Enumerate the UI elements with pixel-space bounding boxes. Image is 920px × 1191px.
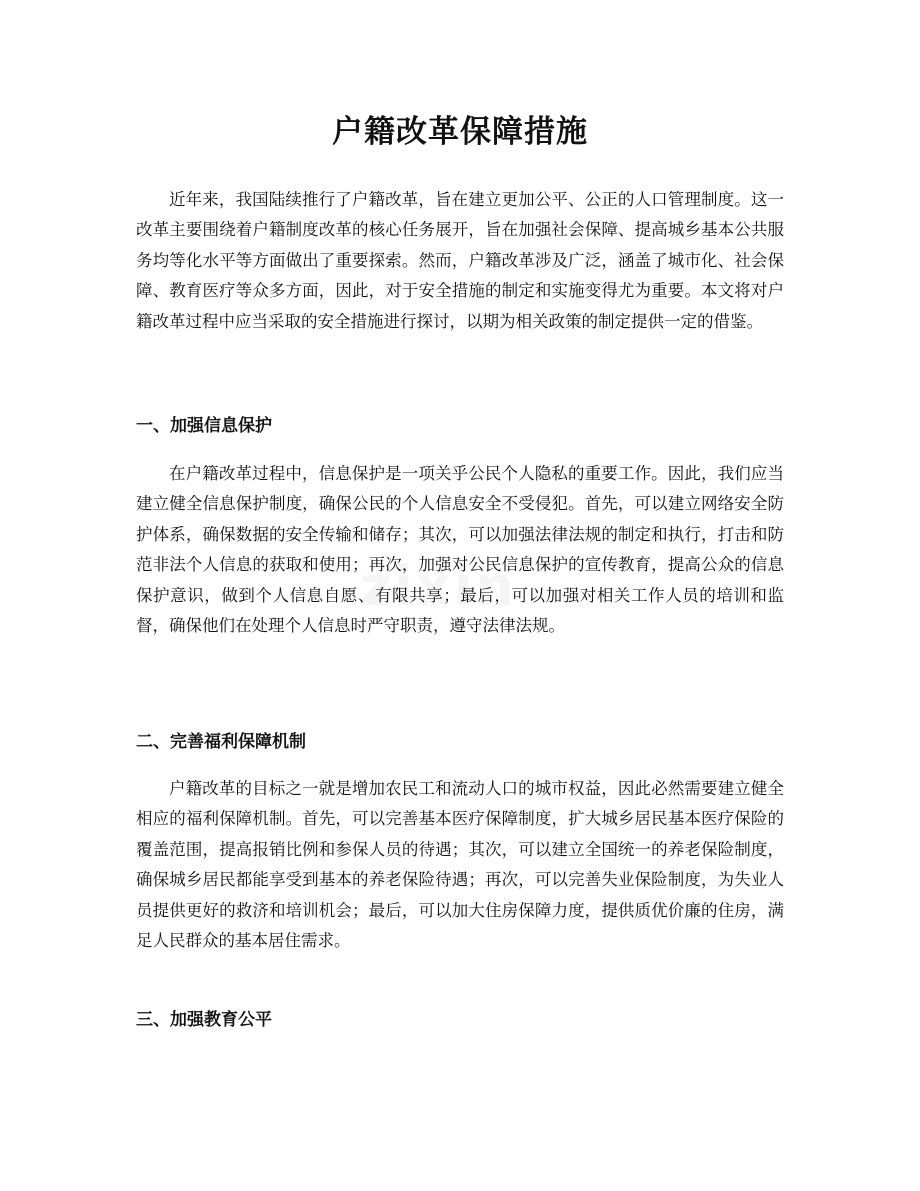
document-title: 户籍改革保障措施	[332, 114, 588, 150]
section-body-welfare: 户籍改革的目标之一就是增加农民工和流动人口的城市权益，因此必然需要建立健全相应的福利保障机制。首先，可以完善基本医疗保障制度，扩大城乡居民基本医疗保险的覆盖范围，提高报销比例和参保人员的待遇；其次，可以建立全国统一的养老保险制度，确保城乡居民都能享受到基本的养老保险待遇；再次，可以完善失业保险制度，为失业人员提供更好的救济和培训机会；最后，可以加大住房保障力度，提供质优价廉的住房，满足人民群众的基本居住需求。	[136, 779, 784, 951]
section-heading-education: 三、加强教育公平	[136, 1010, 272, 1030]
section-heading-info-protection: 一、加强信息保护	[136, 416, 272, 436]
section-body-info-protection: 在户籍改革过程中，信息保护是一项关乎公民个人隐私的重要工作。因此，我们应当建立健全信息保护制度，确保公民的个人信息安全不受侵犯。首先，可以建立网络安全防护体系，确保数据的安全传输和储存；其次，可以加强法律法规的制定和执行，打击和防范非法个人信息的获取和使用；再次，加强对公民信息保护的宣传教育，提高公众的信息保护意识，做到个人信息自愿、有限共享；最后，可以加强对相关工作人员的培训和监督，确保他们在处理个人信息时严守职责，遵守法律法规。	[136, 464, 784, 636]
section-heading-welfare: 二、完善福利保障机制	[136, 732, 306, 752]
intro-paragraph: 近年来，我国陆续推行了户籍改革，旨在建立更加公平、公正的人口管理制度。这一改革主要围绕着户籍制度改革的核心任务展开，旨在加强社会保障、提高城乡基本公共服务均等化水平等方面做出了重要探索。然而，户籍改革涉及广泛，涵盖了城市化、社会保障、教育医疗等众多方面，因此，对于安全措施的制定和实施变得尤为重要。本文将对户籍改革过程中应当采取的安全措施进行探讨，以期为相关政策的制定提供一定的借鉴。	[136, 190, 784, 331]
